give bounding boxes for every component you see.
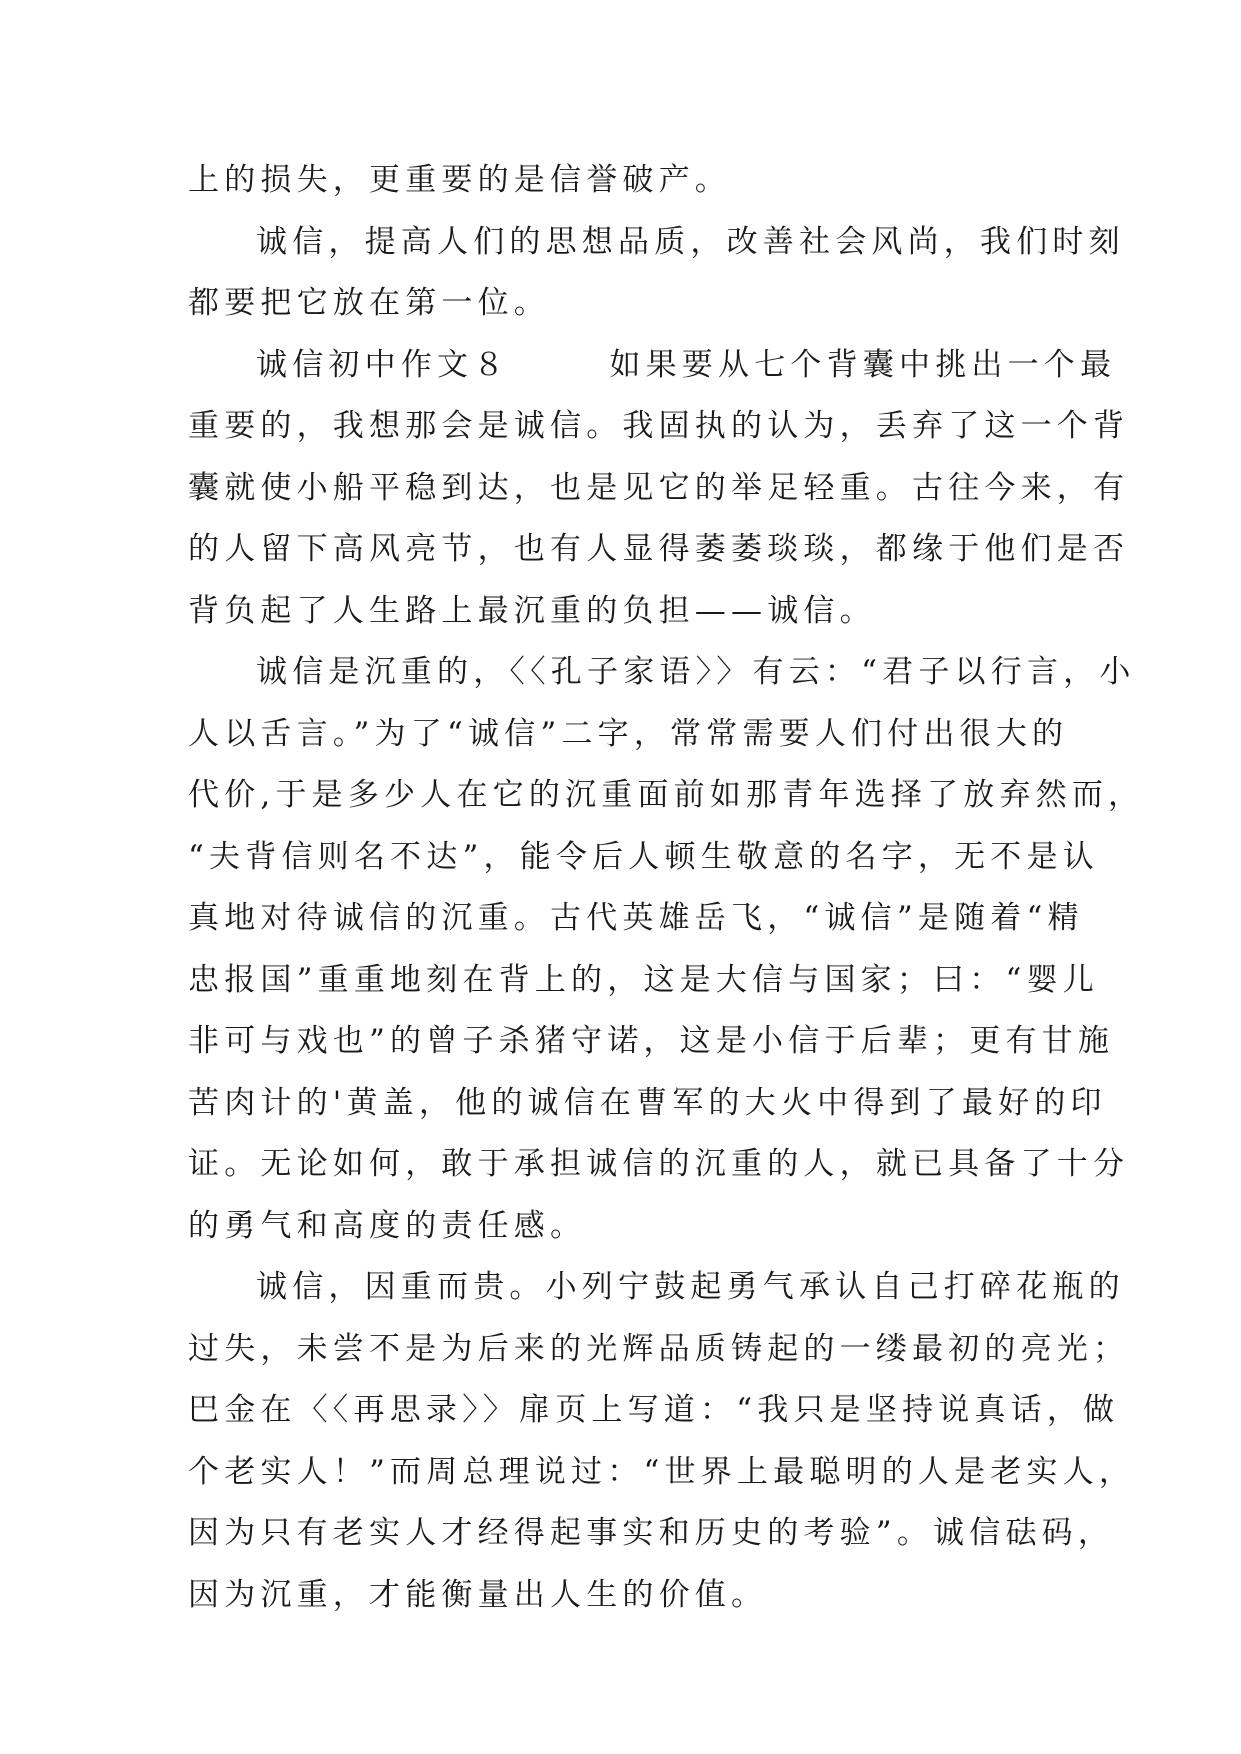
text-line: 证。无论如何，敢于承担诚信的沉重的人，就已具备了十分: [188, 1146, 1130, 1182]
text-line: 巴金在〈〈再思录〉〉扉页上写道：“我只是坚持说真话，做: [188, 1392, 1120, 1428]
text-line: “夫背信则名不达”，能令后人顿生敬意的名字，无不是认: [188, 838, 1099, 875]
text-line: 人以舌言。”为了“诚信”二字，常常需要人们付出很大的: [188, 715, 1069, 752]
paragraph-first-line: 诚信，提高人们的思想品质，改善社会风尚，我们时刻: [256, 223, 1125, 260]
text-line: 过失，未尝不是为后来的光辉品质铸起的一缕最初的亮光；: [188, 1330, 1130, 1367]
text-line: 因为只有老实人才经得起事实和历史的考验”。诚信砝码，: [188, 1515, 1115, 1551]
essay-heading-line: [188, 335, 1117, 397]
text-line: 个老实人！”而周总理说过：“世界上最聪明的人是老实人，: [188, 1453, 1136, 1490]
text-line: 苦肉计的'黄盖，他的诚信在曹军的大火中得到了最好的印: [188, 1084, 1107, 1121]
text-line: 非可与戏也”的曾子杀猪守诺，这是小信于后辈；更有甘施: [188, 1023, 1115, 1059]
text-line: 背负起了人生路上最沉重的负担——诚信。: [188, 592, 876, 629]
text-line: 重要的，我想那会是诚信。我固执的认为，丢弃了这一个背: [188, 408, 1130, 444]
document-body: [188, 150, 1145, 1626]
text-line: 真地对待诚信的沉重。古代英雄岳飞，“诚信”是随着“精: [188, 900, 1084, 936]
text-line: 囊就使小船平稳到达，也是见它的举足轻重。古往今来，有: [188, 469, 1130, 506]
text-line: 都要把它放在第一位。: [188, 285, 550, 321]
text-line: 上的损失，更重要的是信誉破产。: [188, 162, 731, 198]
text-line: 如果要从七个背囊中挑出一个最: [609, 346, 1117, 383]
text-line: 的勇气和高度的责任感。: [188, 1207, 587, 1244]
text-line: 代价,于是多少人在它的沉重面前如那青年选择了放弃然而，: [188, 777, 1145, 813]
text-line: 的人留下高风亮节，也有人显得萎萎琰琰，都缘于他们是否: [188, 531, 1130, 567]
essay-heading: 诚信初中作文８: [256, 346, 510, 383]
text-line: 忠报国”重重地刻在背上的，这是大信与国家；曰：“婴儿: [188, 961, 1099, 998]
paragraph-first-line: 诚信是沉重的，〈〈孔子家语〉〉有云：“君子以行言，小: [256, 654, 1136, 690]
paragraph-first-line: 诚信，因重而贵。小列宁鼓起勇气承认自己打碎花瓶的: [256, 1269, 1125, 1305]
text-line: 因为沉重，才能衡量出人生的价值。: [188, 1576, 768, 1613]
